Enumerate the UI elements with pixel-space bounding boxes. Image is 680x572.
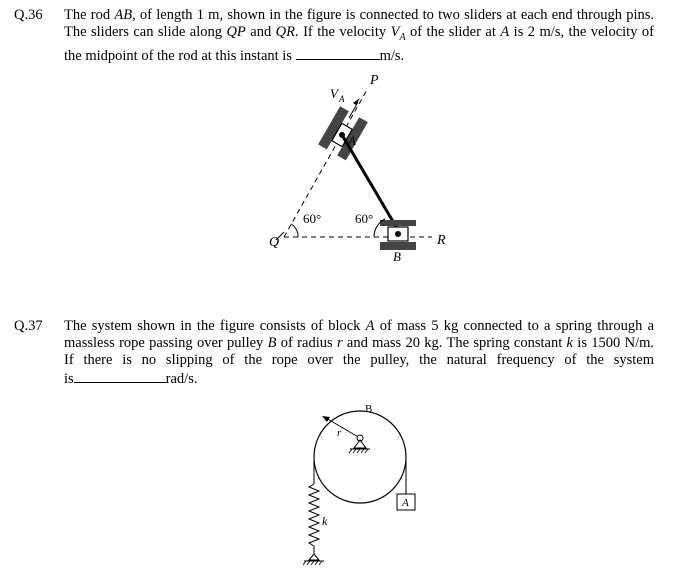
- label-r: r: [337, 427, 342, 439]
- slider-b-rail-top: [380, 220, 416, 226]
- label-angle-left: 60°: [303, 211, 322, 226]
- label-r: R: [437, 233, 446, 248]
- question-line: [64, 7, 654, 24]
- text-run: AB: [114, 7, 133, 23]
- pin-a: [339, 132, 345, 138]
- pulley-spring-figure: [0, 392, 680, 572]
- question-text: [64, 7, 654, 65]
- label-a: A: [402, 497, 409, 509]
- text-run: of mass 5 kg connected to a spring through a: [374, 318, 654, 334]
- text-run: and: [245, 24, 276, 40]
- label-a: A: [348, 133, 356, 148]
- answer-blank[interactable]: [296, 46, 380, 60]
- text-run: A: [399, 31, 406, 43]
- question-number: Q.37: [14, 318, 43, 334]
- label-va: V: [330, 86, 338, 101]
- rod-slider-figure: [0, 60, 680, 340]
- label-k: k: [322, 514, 328, 528]
- text-run: k: [566, 335, 573, 351]
- velocity-arrow: [349, 102, 358, 118]
- label-b: B: [365, 403, 373, 415]
- text-run: is 1500 N/m.: [572, 335, 655, 351]
- text-run: A: [500, 24, 510, 40]
- text-run: V: [390, 24, 400, 40]
- radius-arrowhead: [322, 416, 330, 422]
- text-run: the midpoint of the rod at this instant is: [64, 47, 296, 64]
- label-p: P: [370, 73, 379, 88]
- text-run: rad/s.: [165, 371, 198, 387]
- pin-hatch: [349, 449, 368, 453]
- text-run: , of length 1 m, shown in the figure is connected to two sliders at each end through pins.: [132, 7, 654, 23]
- label-b: B: [393, 249, 401, 264]
- velocity-arrowhead: [353, 98, 360, 105]
- spring-k: [309, 484, 319, 554]
- spring-hatch: [303, 561, 322, 565]
- text-run: The system shown in the figure consists of block: [64, 318, 366, 334]
- text-run: QP: [226, 24, 246, 40]
- label-q: Q: [269, 235, 280, 250]
- text-run: is 2 m/s, the velocity of: [509, 24, 654, 40]
- text-run: is: [64, 371, 74, 387]
- question-line: [64, 24, 654, 46]
- question-line: If there is no slipping of the rope over the pulley, the natural frequency of the system: [64, 352, 654, 368]
- question-line: [64, 335, 654, 352]
- pin-b: [395, 231, 401, 237]
- text-run: m/s.: [379, 47, 405, 64]
- pulley-b: [314, 411, 406, 503]
- text-run: The sliders can slide along: [64, 24, 227, 40]
- text-run: r: [336, 335, 343, 351]
- text-run: A: [365, 318, 375, 334]
- text-run: massless rope passing over pulley: [64, 335, 268, 351]
- text-run: of the slider at: [405, 24, 501, 40]
- question-text: [64, 318, 654, 388]
- text-run: QR: [275, 24, 296, 40]
- text-run: of radius: [276, 335, 337, 351]
- text-run: and mass 20 kg. The spring constant: [342, 335, 567, 351]
- question-number: Q.36: [14, 7, 43, 23]
- radius-line: [326, 418, 360, 438]
- angle-arc-left: [291, 224, 298, 237]
- text-run: . If the velocity: [295, 24, 391, 40]
- spring-anchor: [309, 554, 319, 560]
- answer-blank[interactable]: [74, 369, 166, 383]
- label-va-sub: A: [339, 94, 345, 104]
- label-angle-right: 60°: [355, 211, 374, 226]
- text-run: B: [267, 335, 277, 351]
- text-run: The rod: [64, 7, 115, 23]
- question-line: [64, 318, 654, 335]
- question-line: [64, 369, 654, 388]
